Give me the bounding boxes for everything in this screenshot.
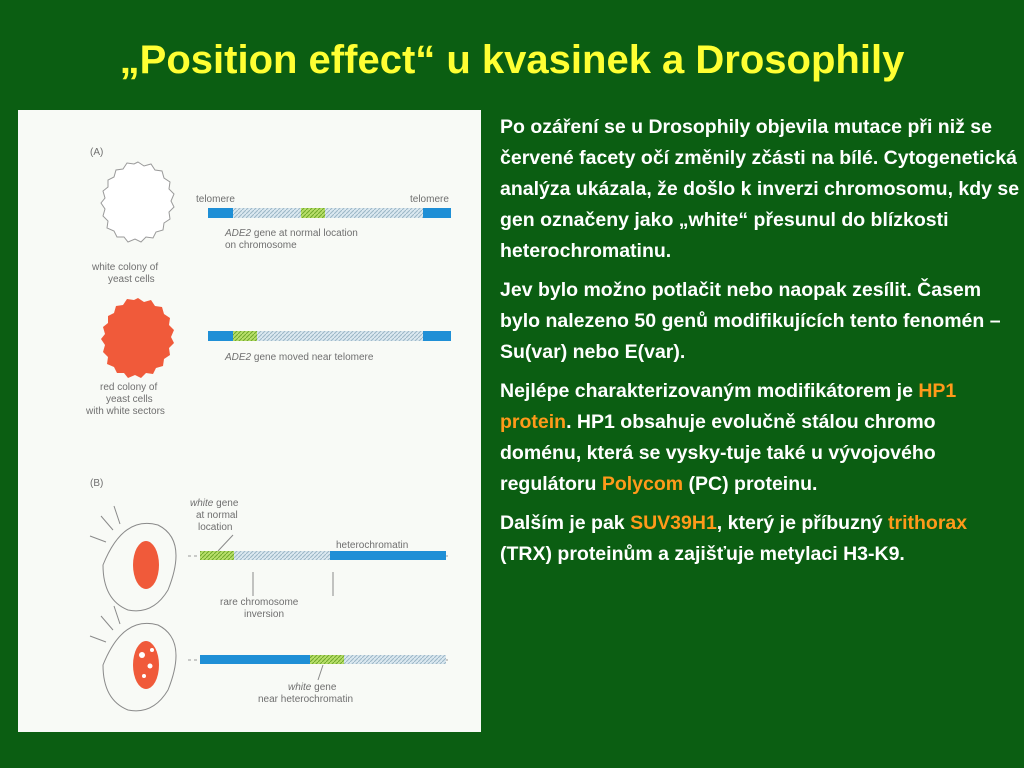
chromosome-drosophila-inverted: [188, 655, 448, 680]
red-colony-shape: [101, 298, 174, 378]
text-column: [500, 112, 1020, 578]
hp1-protein-highlight: HP1 protein: [500, 380, 957, 433]
slide-title: „Position effect“ u kvasinek a Drosophily: [119, 38, 905, 82]
panel-b-label: (B): [90, 478, 104, 489]
telomere-left-label: telomere: [196, 194, 235, 205]
white-gene-label-2: at normal: [196, 510, 238, 521]
chromosome-moved: [208, 331, 451, 341]
white-gene-label-3: location: [198, 522, 233, 533]
red-colony-label-3: with white sectors: [86, 406, 165, 417]
ade2-normal-label: ADE2 gene at normal location: [225, 228, 358, 239]
paragraph-1: Po ozáření se u Drosophily objevila mutace při niž se červené facety očí změnily zčásti na bílé. Cytogenetická analýza ukázala, že došlo k inverzi chromosomu, kdy se gen označeny jako „white“ přesunul do blízkosti heterochromatinu.: [500, 116, 1020, 262]
figure-svg: [18, 110, 481, 732]
paragraph-3-text-a: Nejlépe charakterizovaným modifikátorem je: [500, 380, 919, 402]
paragraph-2: Jev bylo možno potlačit nebo naopak zesílit. Časem bylo nalezeno 50 genů modifikujících tento fenomén – Su(var) nebo E(var).: [500, 279, 1001, 363]
ade2-normal-label-2: on chromosome: [225, 240, 297, 251]
white-colony-label-1: white colony of: [92, 262, 159, 273]
paragraph-4-text-b: , který je příbuzný: [716, 512, 889, 534]
ade2-moved-label: ADE2 gene moved near telomere: [225, 352, 374, 363]
red-colony-label-2: yeast cells: [106, 394, 153, 405]
paragraph-4: [500, 508, 1020, 570]
white-colony-shape: [101, 162, 174, 242]
rare-inversion-label-1: rare chromosome: [220, 597, 299, 608]
white-gene-label: white gene: [190, 498, 239, 509]
red-colony-label-1: red colony of: [100, 382, 158, 393]
white-colony-label-2: yeast cells: [108, 274, 155, 285]
heterochromatin-label: heterochromatin: [336, 540, 409, 551]
paragraph-4-text-a: Dalším je pak: [500, 512, 631, 534]
paragraph-4-text-c: (TRX) proteinům a zajišťuje metylaci H3-K9.: [500, 543, 905, 565]
suv39h1-highlight: SUV39H1: [630, 512, 717, 534]
paragraph-3: [500, 376, 1020, 500]
trithorax-highlight: trithorax: [888, 512, 968, 534]
fly-head-normal: [90, 506, 176, 611]
rare-inversion-label-2: inversion: [244, 609, 285, 620]
figure-illustration: [18, 110, 481, 732]
polycom-highlight: Polycom: [601, 473, 684, 495]
white-near-label-2: near heterochromatin: [258, 694, 354, 705]
paragraph-3-text-c: (PC) proteinu.: [683, 473, 818, 495]
white-near-label: white gene: [288, 682, 337, 693]
chromosome-drosophila-normal: [188, 535, 448, 560]
chromosome-normal: [208, 208, 451, 218]
paragraph-3-text-b: . HP1 obsahuje evolučně stálou chromo doménu, která se vysky-tuje také u vývojového regulátoru: [500, 411, 936, 495]
fly-head-mottled: [90, 606, 176, 711]
panel-a-label: (A): [90, 147, 104, 158]
telomere-right-label: telomere: [410, 194, 449, 205]
